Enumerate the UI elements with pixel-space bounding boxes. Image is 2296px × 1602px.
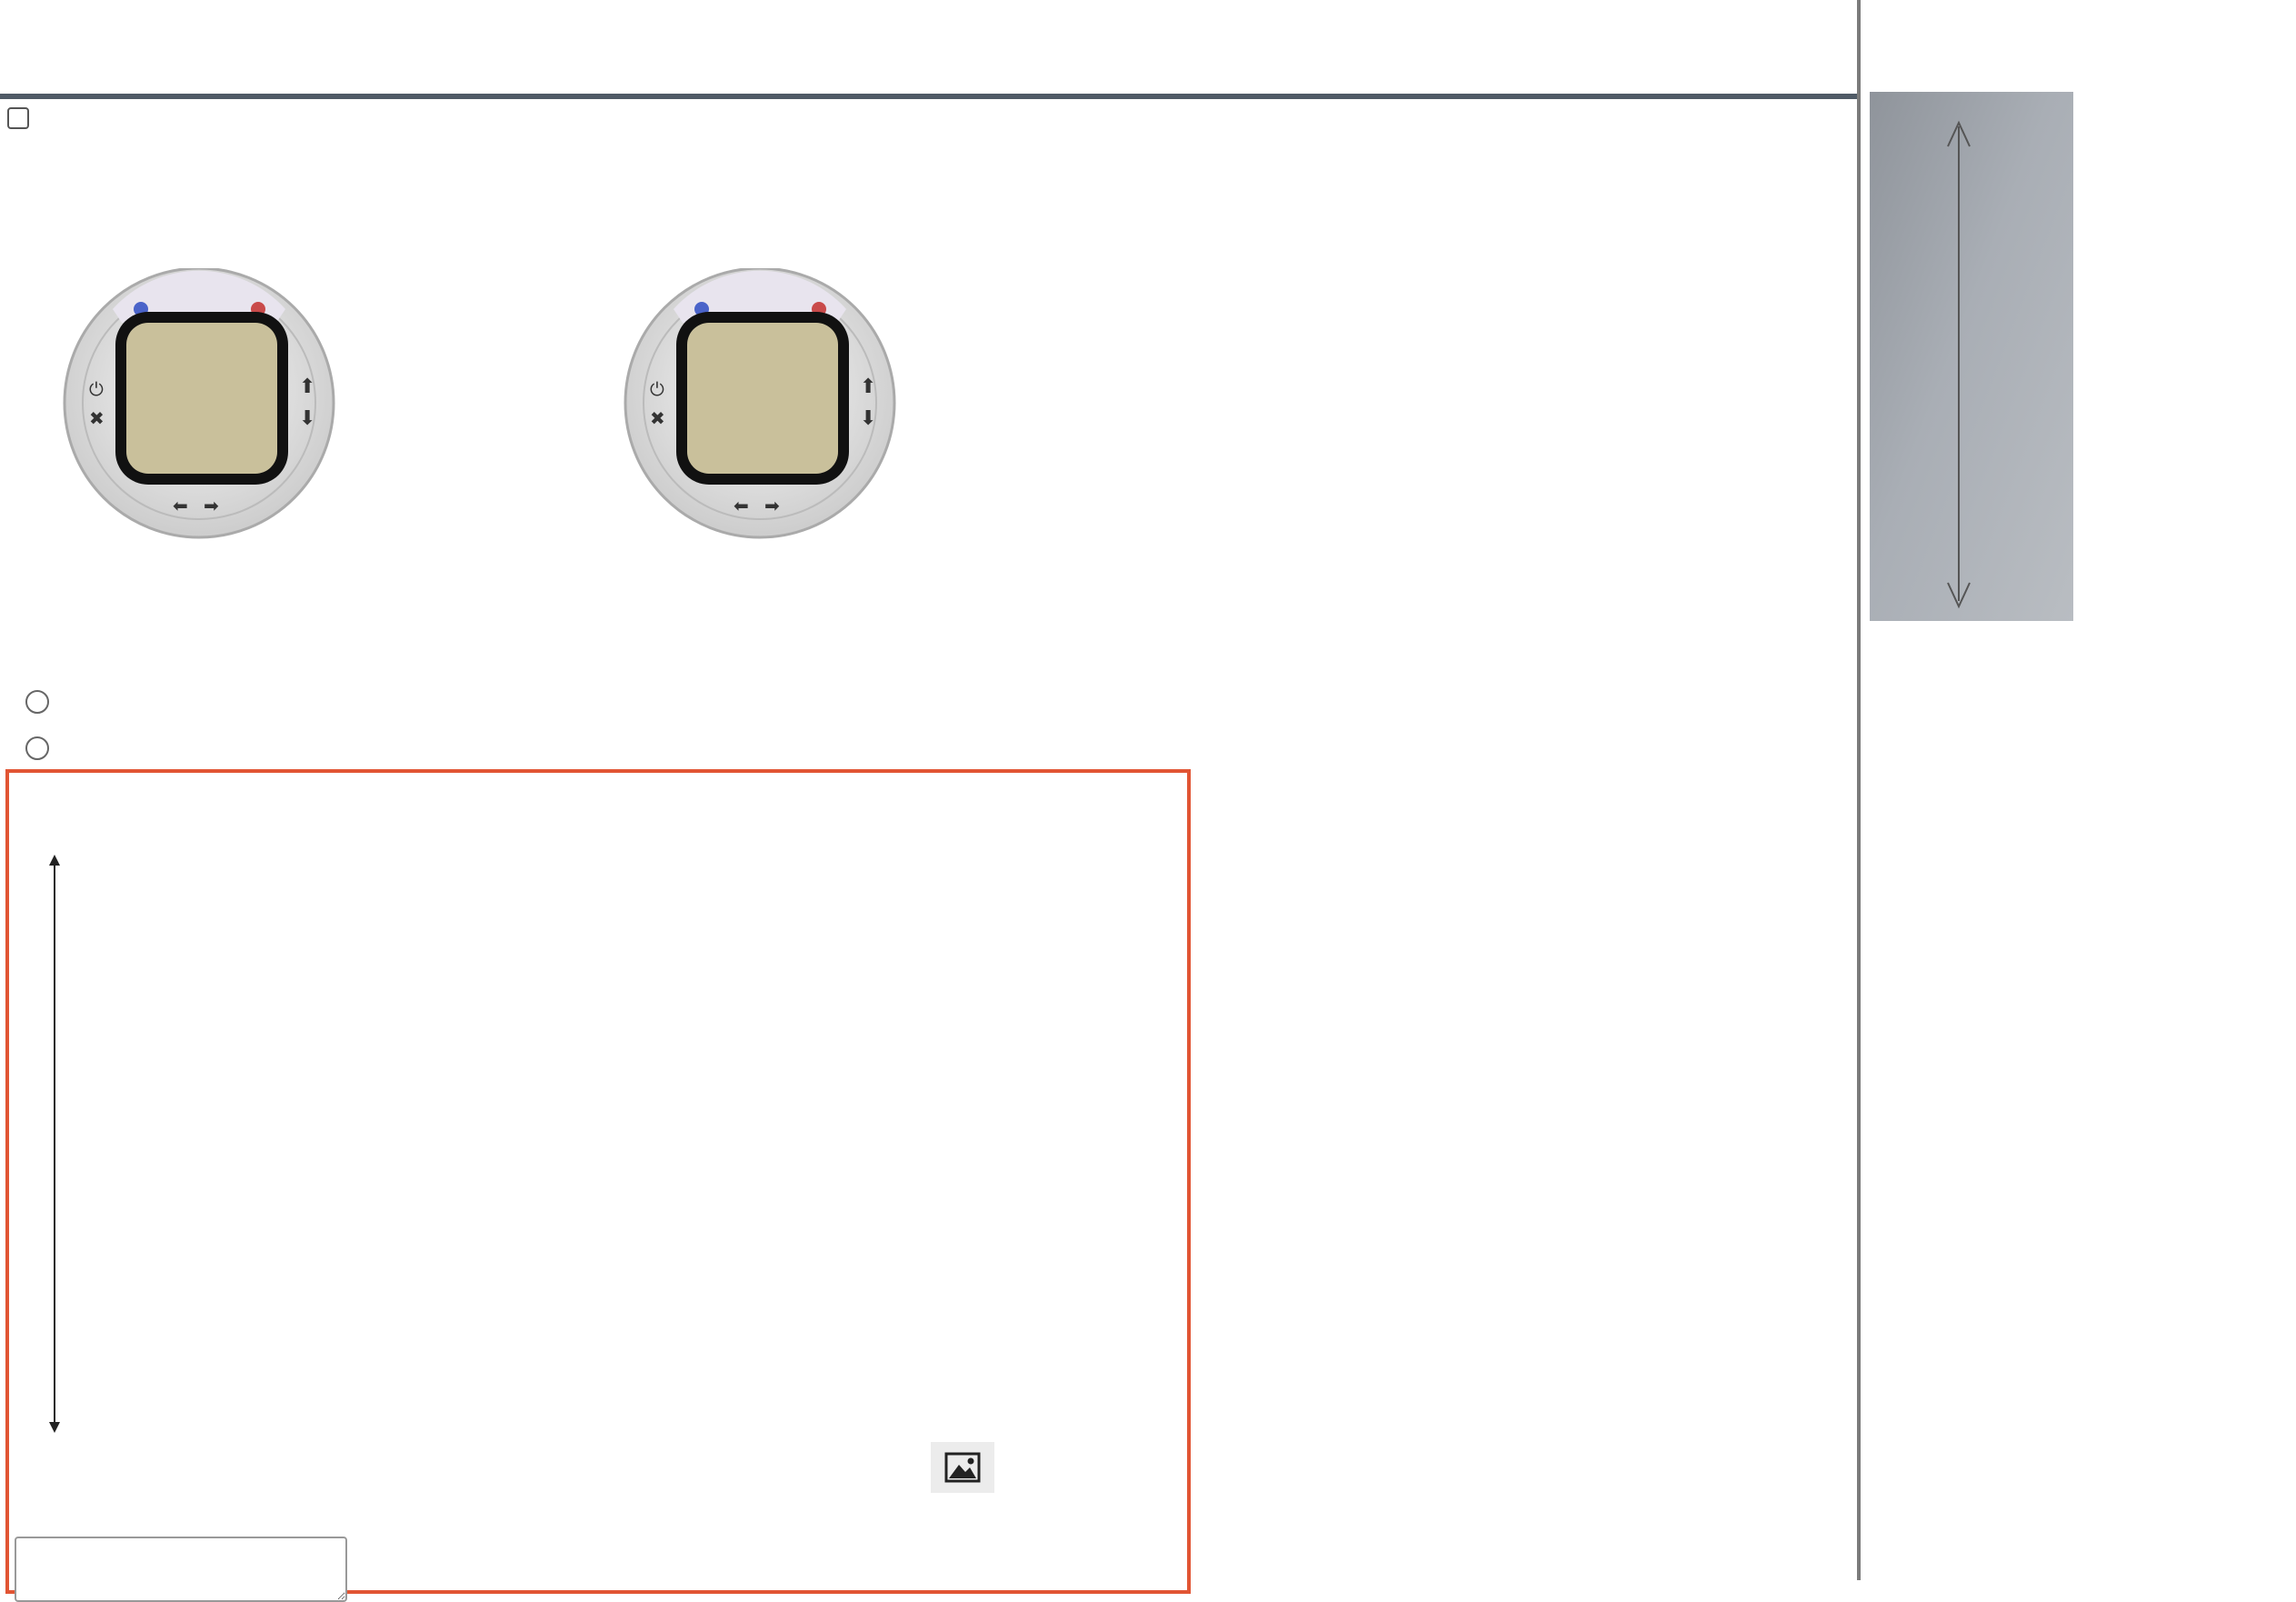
student-response-image[interactable] <box>1870 92 2073 621</box>
thermostat-downstairs-image <box>619 268 901 541</box>
vertical-number-line <box>36 853 127 1435</box>
answer-textarea[interactable] <box>15 1537 347 1602</box>
image-upload-icon <box>944 1452 981 1483</box>
fan-icon: ✖ <box>89 407 105 429</box>
number-line-up-arrow-icon <box>49 855 60 866</box>
right-arrow-icon: ➡ <box>764 495 780 516</box>
power-icon: ⏻ <box>89 378 104 400</box>
radio-yes[interactable] <box>25 690 49 714</box>
thermostat-upstairs-image <box>58 268 340 541</box>
problem-select-checkbox[interactable] <box>7 107 29 129</box>
up-arrow-icon: ⬆ <box>299 375 316 398</box>
response-panel <box>1861 0 2296 1580</box>
power-icon: ⏻ <box>650 378 664 400</box>
left-arrow-icon: ⬅ <box>734 495 749 516</box>
problem-header <box>0 0 1857 99</box>
image-upload-button[interactable] <box>931 1442 994 1493</box>
part-e-highlight-box <box>5 769 1191 1594</box>
down-arrow-icon: ⬇ <box>860 407 877 430</box>
thermostat-labels <box>0 213 1000 245</box>
number-line-down-arrow-icon <box>49 1422 60 1433</box>
down-arrow-icon: ⬇ <box>299 407 316 430</box>
up-arrow-icon: ⬆ <box>860 375 877 398</box>
fan-icon: ✖ <box>650 407 665 429</box>
left-arrow-icon: ⬅ <box>173 495 188 516</box>
right-arrow-icon: ➡ <box>204 495 219 516</box>
radio-no[interactable] <box>25 736 49 760</box>
